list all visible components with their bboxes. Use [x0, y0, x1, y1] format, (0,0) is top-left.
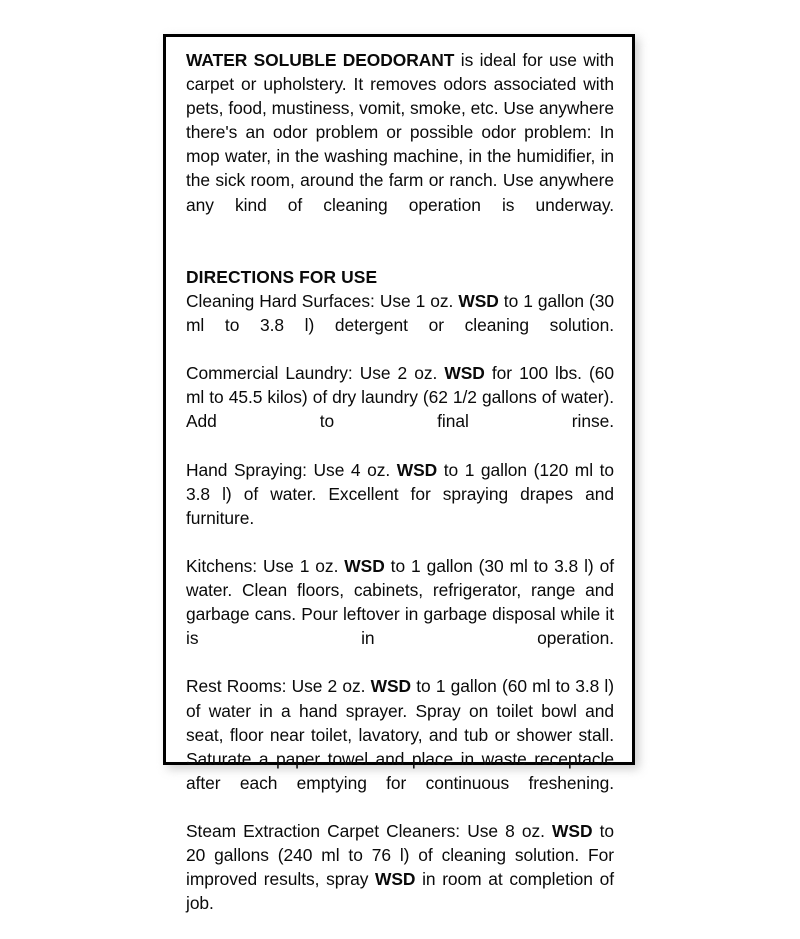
directions-list [186, 289, 614, 939]
direction-text-part2: to 1 gallon (120 ml to 3.8 l) of water. Excellent for spraying drapes and furniture. [186, 459, 615, 528]
product-abbrev: WSD [344, 555, 385, 576]
direction-text-part2: to 20 gallons (240 ml to 76 l) of cleaning solution. For improved results, spray [186, 821, 614, 890]
direction-item-hand-spraying [186, 458, 614, 554]
direction-text-part1: Kitchens: Use 1 oz. [186, 555, 345, 576]
section-spacer [186, 241, 614, 265]
direction-text-part1: Hand Spraying: Use 4 oz. [186, 459, 397, 480]
direction-item-rest-rooms [186, 674, 614, 819]
direction-text-part1: Cleaning Hard Surfaces: Use 1 oz. [186, 290, 459, 311]
label-text-body [186, 48, 614, 939]
direction-text-part2: to 1 gallon (30 ml to 3.8 l) detergent or cleaning solution. [186, 290, 614, 336]
intro-body-text: is ideal for use with carpet or upholstery. It removes odors associated with pets, food, mustiness, vomit, smoke, etc. Use anywhere there's an odor problem or possible odor problem: In mop water, in the washing machine, in the humidifier, in the sick room, around the farm or ranch. Use anywhere any kind of cleaning operation is underway. [186, 50, 614, 215]
product-label-card [163, 34, 635, 914]
direction-item-steam-extraction [186, 819, 614, 939]
product-abbrev: WSD [444, 363, 485, 384]
intro-paragraph [186, 48, 614, 241]
product-name-lead: WATER SOLUBLE DEODORANT [186, 50, 455, 70]
direction-text-part3: in room at completion of job. [186, 869, 614, 914]
product-abbrev: WSD [458, 290, 499, 311]
direction-item-kitchens [186, 554, 614, 674]
product-abbrev: WSD [396, 459, 438, 480]
direction-item-commercial-laundry [186, 361, 614, 457]
direction-item-hard-surfaces [186, 289, 614, 361]
direction-text-part1: Commercial Laundry: Use 2 oz. [186, 363, 445, 384]
direction-text-part2: to 1 gallon (30 ml to 3.8 l) of water. Clean floors, cabinets, refrigerator, range and garbage cans. Pour leftover in garbage disposal while it is in operation. [186, 555, 614, 649]
product-abbrev: WSD [552, 821, 593, 841]
direction-text-part2: to 1 gallon (60 ml to 3.8 l) of water in a hand sprayer. Spray on toilet bowl and seat, floor near toilet, lavatory, and tub or shower stall. Saturate a paper towel and place in waste receptacle after each emptying for continuous freshening. [186, 676, 614, 793]
direction-text-part1: Steam Extraction Carpet Cleaners: Use 8 oz. [186, 821, 553, 841]
directions-heading: DIRECTIONS FOR USE [186, 266, 378, 287]
direction-text-part2: for 100 lbs. (60 ml to 45.5 kilos) of dry laundry (62 1/2 gallons of water). Add to final rinse. [186, 363, 614, 432]
product-abbrev-secondary: WSD [375, 869, 416, 890]
direction-text-part1: Rest Rooms: Use 2 oz. [186, 676, 371, 697]
product-abbrev: WSD [370, 676, 412, 697]
